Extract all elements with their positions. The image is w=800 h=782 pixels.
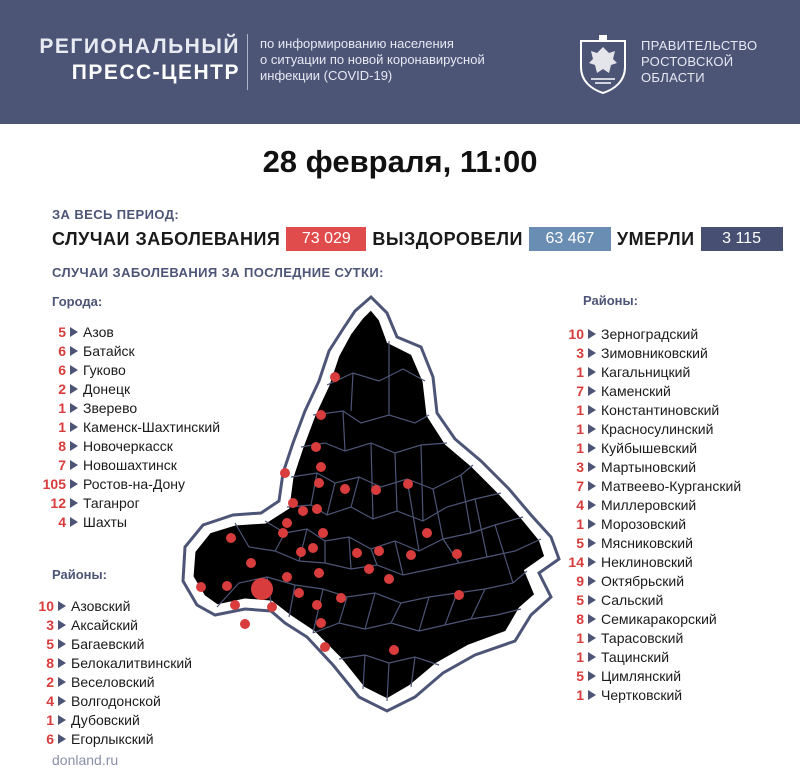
triangle-bullet-icon (70, 422, 78, 432)
triangle-bullet-icon (58, 715, 66, 725)
triangle-bullet-icon (70, 460, 78, 470)
cities-heading: Города: (52, 294, 103, 309)
case-count: 2 (58, 380, 66, 397)
case-count: 1 (576, 629, 584, 646)
place-name: Красносулинский (601, 420, 714, 437)
triangle-bullet-icon (58, 620, 66, 630)
place-name: Шахты (83, 513, 127, 530)
place-name: Сальский (601, 591, 664, 608)
place-name: Таганрог (83, 494, 140, 511)
list-item (564, 647, 741, 666)
deaths-value: 3 115 (701, 227, 783, 251)
triangle-bullet-icon (588, 576, 596, 586)
place-name: Аксайский (71, 616, 138, 633)
case-count: 6 (58, 361, 66, 378)
triangle-bullet-icon (58, 677, 66, 687)
triangle-bullet-icon (588, 652, 596, 662)
case-count: 5 (58, 323, 66, 340)
case-count: 9 (576, 572, 584, 589)
case-count: 6 (46, 730, 54, 747)
triangle-bullet-icon (58, 601, 66, 611)
place-name: Матвеево-Курганский (601, 477, 742, 494)
place-name: Ростов-на-Дону (83, 475, 185, 492)
triangle-bullet-icon (588, 462, 596, 472)
place-name: Азовский (71, 597, 131, 614)
region-map-icon (175, 293, 567, 717)
place-name: Тарасовский (601, 629, 684, 646)
place-name: Гуково (83, 361, 126, 378)
case-count: 10 (38, 597, 54, 614)
tagline-line-1: по информированию населения (260, 36, 454, 51)
place-name: Чертковский (601, 686, 683, 703)
case-count: 5 (46, 635, 54, 652)
case-count: 4 (576, 496, 584, 513)
coat-of-arms-icon (577, 33, 629, 95)
list-item (564, 666, 741, 685)
place-name: Константиновский (601, 401, 720, 418)
triangle-bullet-icon (588, 519, 596, 529)
place-name: Веселовский (71, 673, 155, 690)
list-item (564, 628, 741, 647)
place-name: Новочеркасск (83, 437, 173, 454)
place-name: Каменский (601, 382, 671, 399)
place-name: Зверево (83, 399, 138, 416)
case-count: 8 (576, 610, 584, 627)
list-item (34, 729, 192, 748)
list-item (564, 476, 741, 495)
triangle-bullet-icon (70, 498, 78, 508)
cases-value: 73 029 (286, 227, 366, 251)
case-count: 1 (576, 515, 584, 532)
case-count: 1 (576, 648, 584, 665)
triangle-bullet-icon (588, 405, 596, 415)
place-name: Куйбышевский (601, 439, 698, 456)
list-item (564, 571, 741, 590)
triangle-bullet-icon (70, 327, 78, 337)
triangle-bullet-icon (588, 633, 596, 643)
triangle-bullet-icon (588, 443, 596, 453)
list-item (564, 457, 741, 476)
list-item (34, 596, 192, 615)
list-item (34, 710, 192, 729)
place-name: Донецк (83, 380, 131, 397)
triangle-bullet-icon (588, 329, 596, 339)
triangle-bullet-icon (70, 403, 78, 413)
triangle-bullet-icon (70, 346, 78, 356)
case-count: 1 (576, 439, 584, 456)
right-districts-list (564, 324, 741, 704)
case-count: 1 (58, 399, 66, 416)
press-center-brand (30, 34, 240, 86)
triangle-bullet-icon (58, 734, 66, 744)
place-name: Октябрьский (601, 572, 685, 589)
case-count: 4 (58, 513, 66, 530)
case-count: 1 (46, 711, 54, 728)
case-count: 5 (576, 591, 584, 608)
government-label (641, 38, 791, 86)
triangle-bullet-icon (588, 690, 596, 700)
tagline-line-2: о ситуации по новой коронавирусной (260, 52, 485, 67)
place-name: Белокалитвинский (71, 654, 192, 671)
list-item (564, 400, 741, 419)
place-name: Морозовский (601, 515, 687, 532)
case-count: 7 (58, 456, 66, 473)
triangle-bullet-icon (58, 658, 66, 668)
case-count: 1 (58, 418, 66, 435)
case-count: 14 (568, 553, 584, 570)
case-count: 12 (50, 494, 66, 511)
period-label: ЗА ВЕСЬ ПЕРИОД: (52, 207, 180, 222)
triangle-bullet-icon (588, 386, 596, 396)
place-name: Миллеровский (601, 496, 697, 513)
header-band (0, 0, 800, 124)
place-name: Волгодонской (71, 692, 161, 709)
case-count: 6 (58, 342, 66, 359)
triangle-bullet-icon (588, 500, 596, 510)
place-name: Тацинский (601, 648, 670, 665)
case-count: 4 (46, 692, 54, 709)
header-divider (247, 34, 248, 90)
place-name: Багаевский (71, 635, 145, 652)
list-item (564, 609, 741, 628)
list-item (564, 514, 741, 533)
list-item (34, 653, 192, 672)
triangle-bullet-icon (70, 365, 78, 375)
gov-line-3: ОБЛАСТИ (641, 70, 705, 85)
place-name: Зерноградский (601, 325, 699, 342)
place-name: Батайск (83, 342, 135, 359)
recovered-label: ВЫЗДОРОВЕЛИ (372, 228, 523, 249)
triangle-bullet-icon (70, 517, 78, 527)
triangle-bullet-icon (58, 639, 66, 649)
case-count: 8 (58, 437, 66, 454)
list-item (564, 685, 741, 704)
place-name: Каменск-Шахтинский (83, 418, 221, 435)
case-count: 105 (42, 475, 66, 492)
list-item (564, 533, 741, 552)
case-count: 3 (46, 616, 54, 633)
triangle-bullet-icon (588, 367, 596, 377)
map-region (191, 307, 547, 701)
place-name: Егорлыкский (71, 730, 154, 747)
case-count: 7 (576, 477, 584, 494)
footer-url[interactable]: donland.ru (52, 752, 119, 768)
list-item (564, 343, 741, 362)
left-districts-heading: Районы: (52, 567, 107, 582)
place-name: Мартыновский (601, 458, 697, 475)
place-name: Кагальницкий (601, 363, 691, 380)
brand-line-2: ПРЕСС-ЦЕНТР (71, 61, 240, 84)
tagline-line-3: инфекции (COVID-19) (260, 68, 393, 83)
cases-label: СЛУЧАИ ЗАБОЛЕВАНИЯ (52, 228, 281, 249)
list-item (34, 634, 192, 653)
case-count: 3 (576, 458, 584, 475)
header-tagline (260, 36, 500, 84)
place-name: Дубовский (71, 711, 140, 728)
triangle-bullet-icon (70, 441, 78, 451)
case-count: 1 (576, 686, 584, 703)
brand-line-1: РЕГИОНАЛЬНЫЙ (39, 35, 240, 58)
triangle-bullet-icon (588, 348, 596, 358)
case-count: 1 (576, 401, 584, 418)
daily-cases-label: СЛУЧАИ ЗАБОЛЕВАНИЯ ЗА ПОСЛЕДНИЕ СУТКИ: (52, 265, 384, 280)
list-item (34, 691, 192, 710)
case-count: 1 (576, 363, 584, 380)
case-count: 3 (576, 344, 584, 361)
triangle-bullet-icon (70, 479, 78, 489)
case-count: 5 (576, 667, 584, 684)
totals-row (52, 226, 789, 252)
triangle-bullet-icon (588, 557, 596, 567)
gov-line-1: ПРАВИТЕЛЬСТВО (641, 38, 758, 53)
triangle-bullet-icon (588, 538, 596, 548)
triangle-bullet-icon (588, 481, 596, 491)
place-name: Цимлянский (601, 667, 682, 684)
list-item (34, 672, 192, 691)
triangle-bullet-icon (588, 671, 596, 681)
triangle-bullet-icon (588, 424, 596, 434)
recovered-value: 63 467 (529, 227, 611, 251)
list-item (564, 324, 741, 343)
case-count: 7 (576, 382, 584, 399)
case-count: 5 (576, 534, 584, 551)
gov-line-2: РОСТОВСКОЙ (641, 54, 734, 69)
triangle-bullet-icon (588, 595, 596, 605)
place-name: Азов (83, 323, 114, 340)
list-item (564, 590, 741, 609)
right-districts-heading: Районы: (583, 293, 638, 308)
list-item (564, 495, 741, 514)
place-name: Семикаракорский (601, 610, 717, 627)
list-item (564, 419, 741, 438)
triangle-bullet-icon (70, 384, 78, 394)
left-districts-list (34, 596, 192, 748)
place-name: Зимовниковский (601, 344, 708, 361)
place-name: Неклиновский (601, 553, 693, 570)
list-item (34, 615, 192, 634)
deaths-label: УМЕРЛИ (616, 228, 695, 249)
case-count: 2 (46, 673, 54, 690)
triangle-bullet-icon (58, 696, 66, 706)
list-item (564, 552, 741, 571)
case-count: 1 (576, 420, 584, 437)
case-count: 10 (568, 325, 584, 342)
report-date: 28 февраля, 11:00 (262, 144, 538, 179)
case-count: 8 (46, 654, 54, 671)
list-item (564, 362, 741, 381)
place-name: Новошахтинск (83, 456, 177, 473)
triangle-bullet-icon (588, 614, 596, 624)
list-item (564, 438, 741, 457)
place-name: Мясниковский (601, 534, 693, 551)
list-item (564, 381, 741, 400)
